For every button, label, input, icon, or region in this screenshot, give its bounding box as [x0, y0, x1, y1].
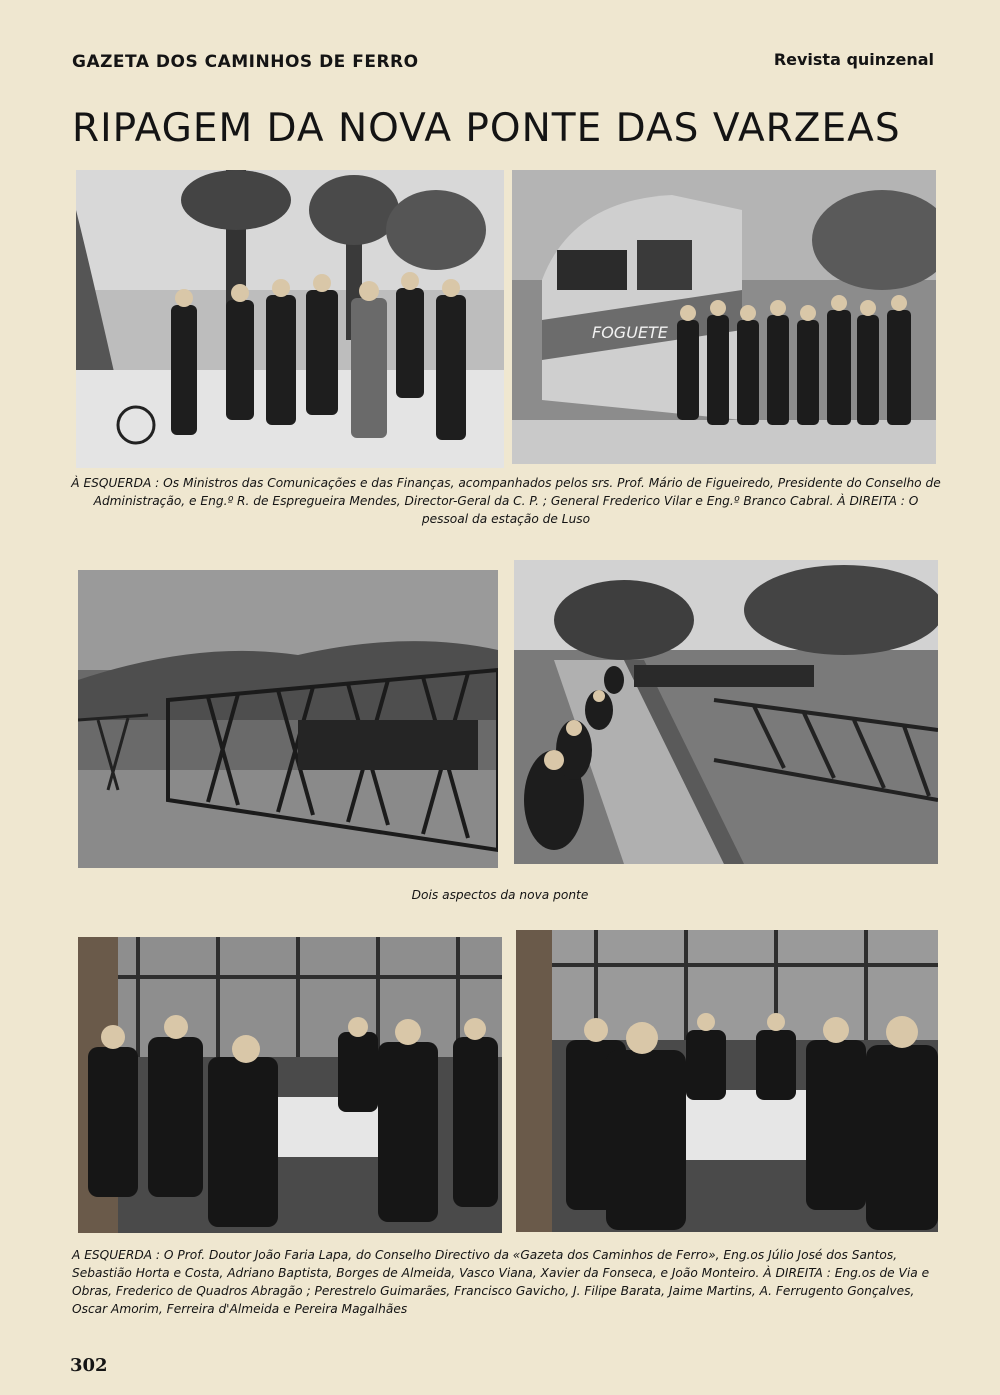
photo-train-staff [512, 170, 936, 464]
caption-top: À ESQUERDA : Os Ministros das Comunicações e das Finanças, acompanhados pelos srs. Prof. Mário de Figueiredo, Presidente do Conselho de Administração, e Eng.º R. de Espregueira Mendes, Director-Geral da C. P. ; General Frederico Vilar e Eng.º Branco Cabral. À DIREITA : O pessoal da estação de Luso [71, 476, 941, 526]
article-title: RIPAGEM DA NOVA PONTE DAS VARZEAS [72, 106, 901, 151]
photo-bridge-truss [78, 570, 498, 868]
publication-subtitle: Revista quinzenal [773, 50, 934, 69]
photo-ministers-walking [76, 170, 504, 468]
photo-bridge-crowd [514, 560, 938, 864]
caption-middle: Dois aspectos da nova ponte [411, 888, 589, 902]
photo-dinner-right [516, 930, 938, 1232]
train-nameplate: FOGUETE [592, 323, 668, 342]
page-number: 302 [70, 1355, 108, 1376]
publication-name: GAZETA DOS CAMINHOS DE FERRO [72, 52, 419, 72]
photo-dinner-left [78, 937, 502, 1233]
caption-bottom: A ESQUERDA : O Prof. Doutor João Faria Lapa, do Conselho Directivo da «Gazeta dos Caminhos de Ferro», Eng.os Júlio José dos Santos, Sebastião Horta e Costa, Adriano Baptista, Borges de Almeida, Vasco Viana, Xavier da Fonseca, e João Monteiro. À DIREITA : Eng.os de Via e Obras, Frederico de Quadros Abragão ; Perestrelo Guimarães, Francisco Gavicho, J. Filipe Barata, Jaime Martins, A. Ferrugento Gonçalves, Oscar Amorim, Ferreira d'Almeida e Pereira Magalhães [72, 1248, 930, 1316]
